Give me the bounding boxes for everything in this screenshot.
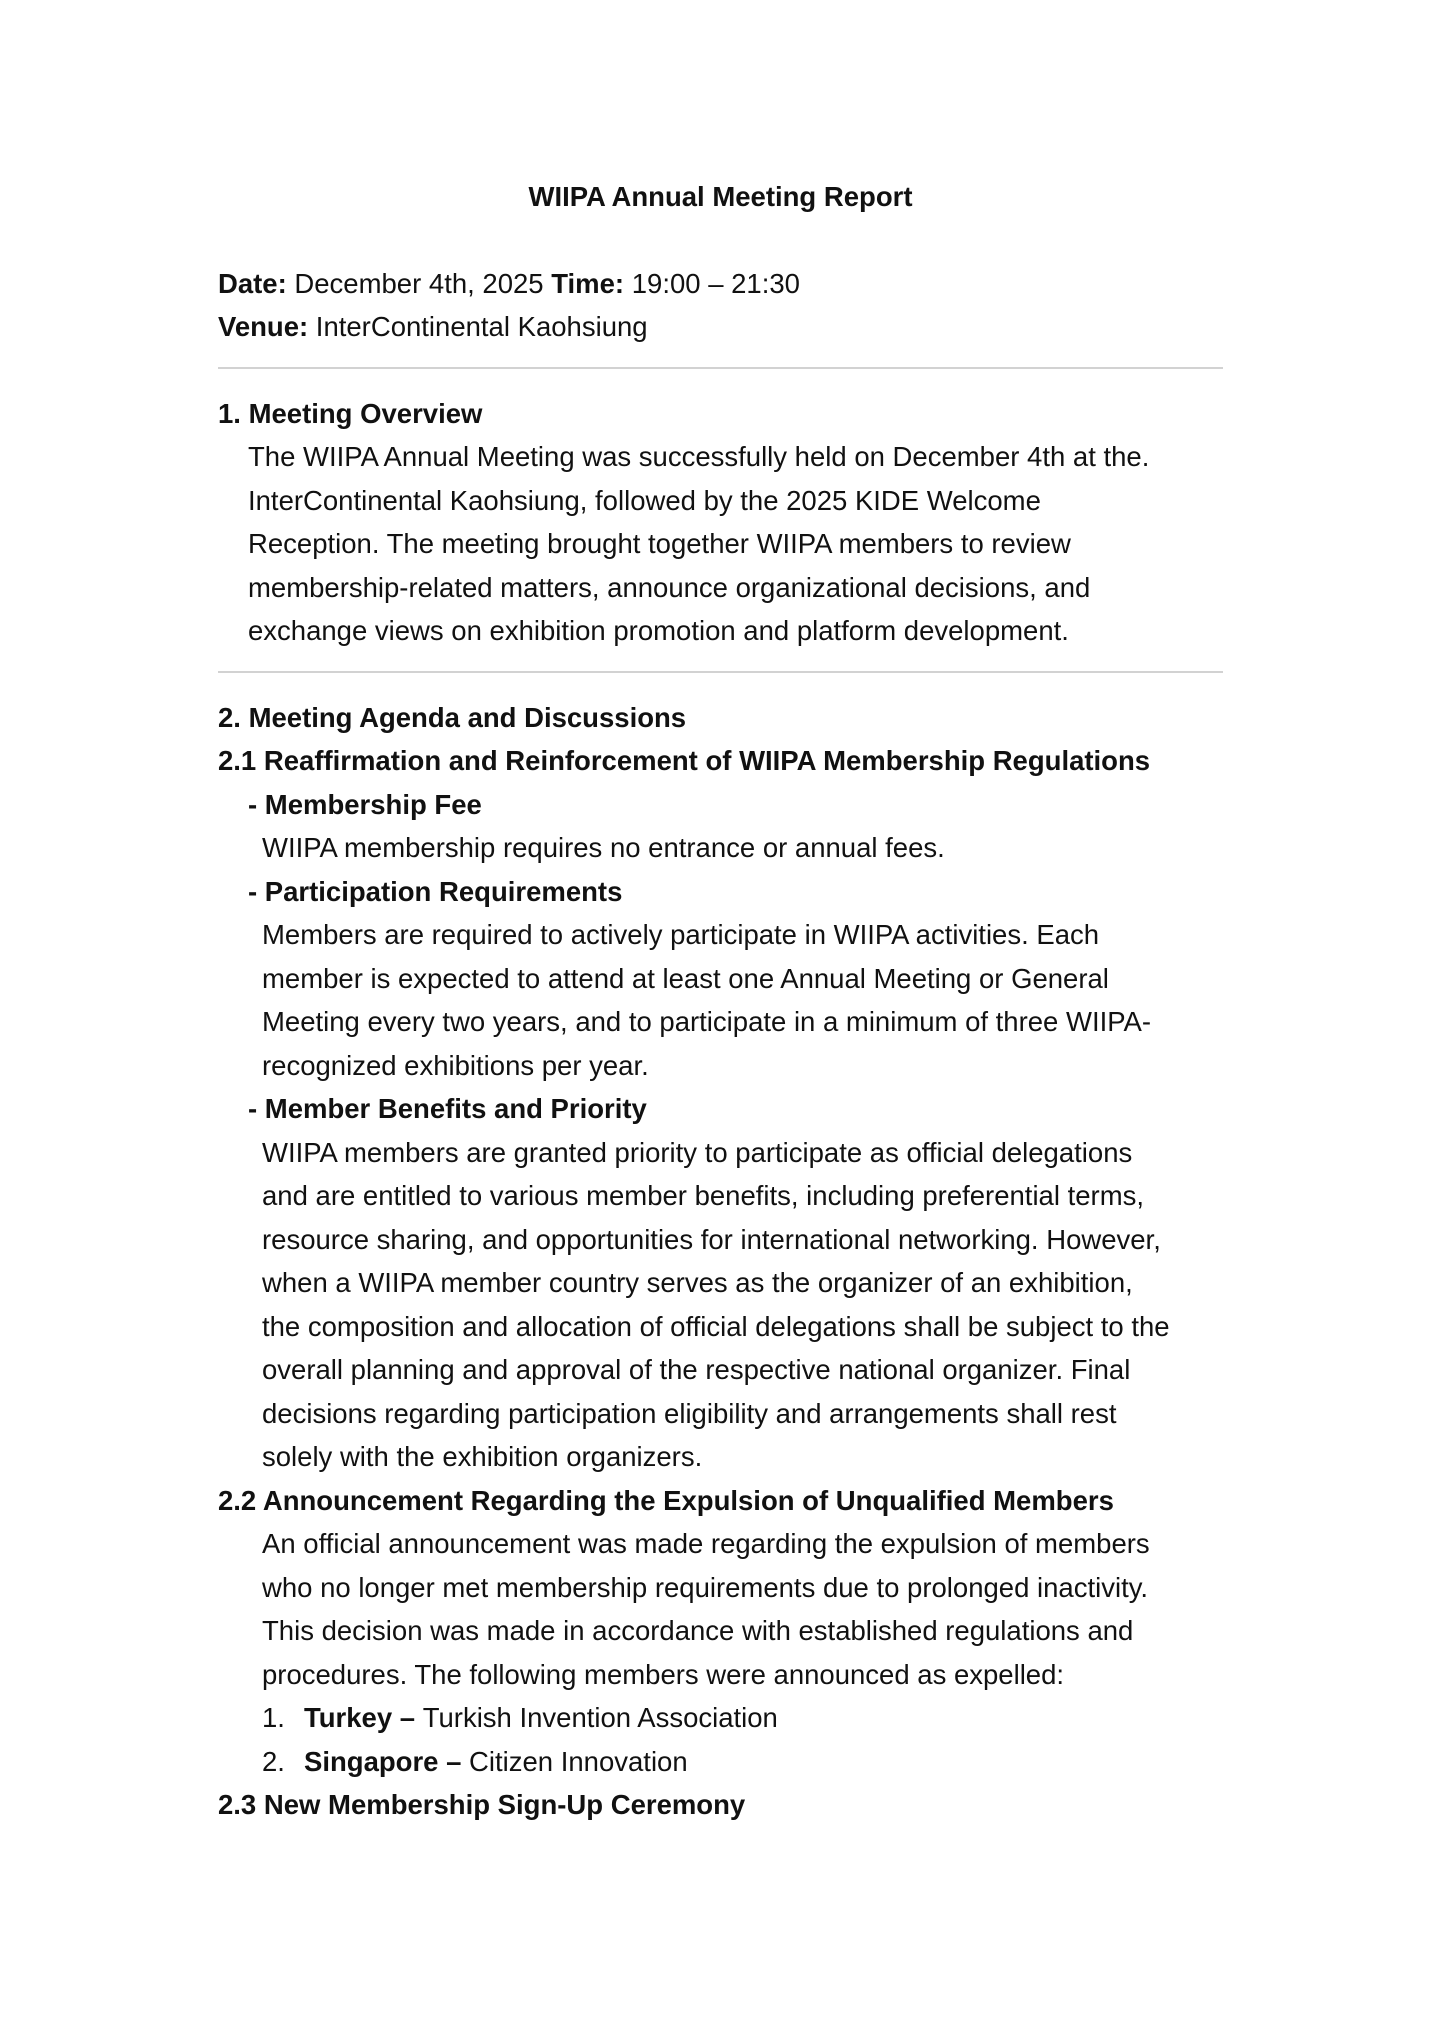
expelled-country: Singapore xyxy=(304,1746,439,1777)
list-number: 1. xyxy=(262,1702,285,1733)
participation-text: recognized exhibitions per year. xyxy=(262,1050,649,1081)
time-value: 19:00 – 21:30 xyxy=(624,268,800,299)
date-label: Date: xyxy=(218,268,287,299)
subsection-2-3-heading: 2.3 New Membership Sign-Up Ceremony xyxy=(218,1789,746,1820)
time-label: Time: xyxy=(551,268,625,299)
section-1-text: exchange views on exhibition promotion and platform development. xyxy=(248,615,1069,646)
expulsion-text: who no longer met membership requirements due to prolonged inactivity. xyxy=(262,1572,1149,1603)
benefits-heading: - Member Benefits and Priority xyxy=(248,1093,647,1124)
participation-heading: - Participation Requirements xyxy=(248,876,623,907)
separator: – xyxy=(392,1702,423,1733)
section-2-heading: 2. Meeting Agenda and Discussions xyxy=(218,702,687,733)
separator: – xyxy=(438,1746,470,1777)
expelled-organization: Turkish Invention Association xyxy=(422,1702,778,1733)
divider xyxy=(218,367,1223,369)
subsection-2-1-heading: 2.1 Reaffirmation and Reinforcement of WIIPA Membership Regulations xyxy=(218,745,1151,776)
section-1-text: The WIIPA Annual Meeting was successfully held on December 4th at the. xyxy=(248,441,1150,472)
membership-fee-text: WIIPA membership requires no entrance or annual fees. xyxy=(262,832,945,863)
benefits-text: overall planning and approval of the respective national organizer. Final xyxy=(262,1354,1131,1385)
participation-text: Members are required to actively participate in WIIPA activities. Each xyxy=(262,919,1100,950)
benefits-text: the composition and allocation of official delegations shall be subject to the xyxy=(262,1311,1170,1342)
benefits-text: decisions regarding participation eligibility and arrangements shall rest xyxy=(262,1398,1117,1429)
venue-value: InterContinental Kaohsiung xyxy=(308,311,648,342)
membership-fee-heading: - Membership Fee xyxy=(248,789,482,820)
subsection-2-2-heading: 2.2 Announcement Regarding the Expulsion of Unqualified Members xyxy=(218,1485,1114,1516)
date-value: December 4th, 2025 xyxy=(286,268,552,299)
benefits-text: resource sharing, and opportunities for international networking. However, xyxy=(262,1224,1161,1255)
section-1-text: membership-related matters, announce organizational decisions, and xyxy=(248,572,1091,603)
expelled-list-item xyxy=(262,1742,688,1782)
divider xyxy=(218,671,1223,673)
benefits-text: and are entitled to various member benefits, including preferential terms, xyxy=(262,1180,1144,1211)
expulsion-text: An official announcement was made regarding the expulsion of members xyxy=(262,1528,1150,1559)
venue-line xyxy=(218,307,648,347)
date-time-line xyxy=(218,264,800,304)
benefits-text: when a WIIPA member country serves as the organizer of an exhibition, xyxy=(262,1267,1133,1298)
section-1-text: InterContinental Kaohsiung, followed by the 2025 KIDE Welcome xyxy=(248,485,1041,516)
report-title: WIIPA Annual Meeting Report xyxy=(528,181,913,212)
benefits-text: WIIPA members are granted priority to participate as official delegations xyxy=(262,1137,1133,1168)
section-1-text: Reception. The meeting brought together WIIPA members to review xyxy=(248,528,1071,559)
list-number: 2. xyxy=(262,1746,285,1777)
expulsion-text: This decision was made in accordance with established regulations and xyxy=(262,1615,1134,1646)
section-1-heading: 1. Meeting Overview xyxy=(218,398,483,429)
expelled-list-item xyxy=(262,1698,778,1738)
expelled-country: Turkey xyxy=(304,1702,393,1733)
venue-label: Venue: xyxy=(218,311,309,342)
benefits-text: solely with the exhibition organizers. xyxy=(262,1441,703,1472)
participation-text: Meeting every two years, and to participate in a minimum of three WIIPA- xyxy=(262,1006,1152,1037)
participation-text: member is expected to attend at least one Annual Meeting or General xyxy=(262,963,1109,994)
expulsion-text: procedures. The following members were announced as expelled: xyxy=(262,1659,1065,1690)
expelled-organization: Citizen Innovation xyxy=(469,1746,688,1777)
